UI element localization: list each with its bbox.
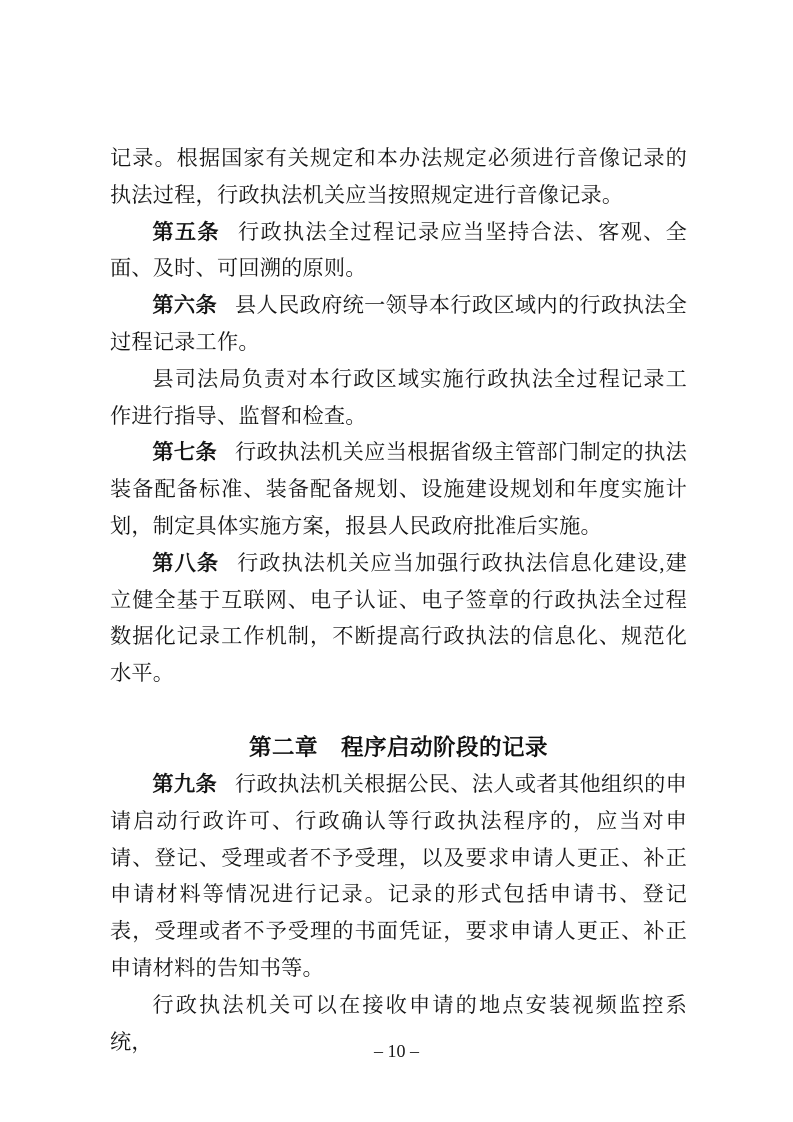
body-paragraph (110, 140, 687, 214)
paragraph-text: 县人民政府统一领导本行政区域内的行政执法全过程记录工作。 (110, 293, 687, 354)
page-number: – 10 – (374, 1041, 419, 1061)
article-paragraph (110, 214, 687, 288)
article-paragraph (110, 766, 687, 987)
paragraph-text: 行政执法机关应当根据省级主管部门制定的执法装备配备标准、装备配备规划、设施建设规划和年度实施计划，制定具体实施方案，报县人民政府批准后实施。 (110, 440, 687, 538)
page-footer (0, 1038, 793, 1064)
paragraph-text: 行政执法全过程记录应当坚持合法、客观、全面、及时、可回溯的原则。 (110, 219, 687, 281)
paragraph-text: 行政执法机关可以在接收申请的地点安装视频监控系统， (110, 992, 687, 1054)
body-paragraph (110, 361, 687, 435)
article-number-label: 第七条 (152, 440, 217, 465)
paragraph-text: 行政执法机关应当加强行政执法信息化建设,建立健全基于互联网、电子认证、电子签章的行政执法全过程数据化记录工作机制，不断提高行政执法的信息化、规范化水平。 (110, 550, 687, 686)
paragraph-text: 行政执法机关根据公民、法人或者其他组织的申请启动行政许可、行政确认等行政执法程序的，应当对申请、登记、受理或者不予受理，以及要求申请人更正、补正申请材料等情况进行记录。记录的形式包括申请书、登记表，受理或者不予受理的书面凭证，要求申请人更正、补正申请材料的告知书等。 (110, 771, 687, 980)
document-body (110, 140, 687, 1060)
article-paragraph (110, 287, 687, 361)
article-number-label: 第九条 (152, 771, 217, 796)
article-paragraph (110, 545, 687, 692)
article-number-label: 第六条 (152, 293, 217, 318)
paragraph-text: 记录。根据国家有关规定和本办法规定必须进行音像记录的执法过程，行政执法机关应当按照规定进行音像记录。 (110, 146, 687, 207)
article-paragraph (110, 434, 687, 544)
article-number-label: 第八条 (152, 550, 220, 575)
article-number-label: 第五条 (152, 219, 220, 244)
paragraph-text: 县司法局负责对本行政区域实施行政执法全过程记录工作进行指导、监督和检查。 (110, 366, 687, 428)
chapter-heading: 第二章 程序启动阶段的记录 (248, 734, 548, 760)
